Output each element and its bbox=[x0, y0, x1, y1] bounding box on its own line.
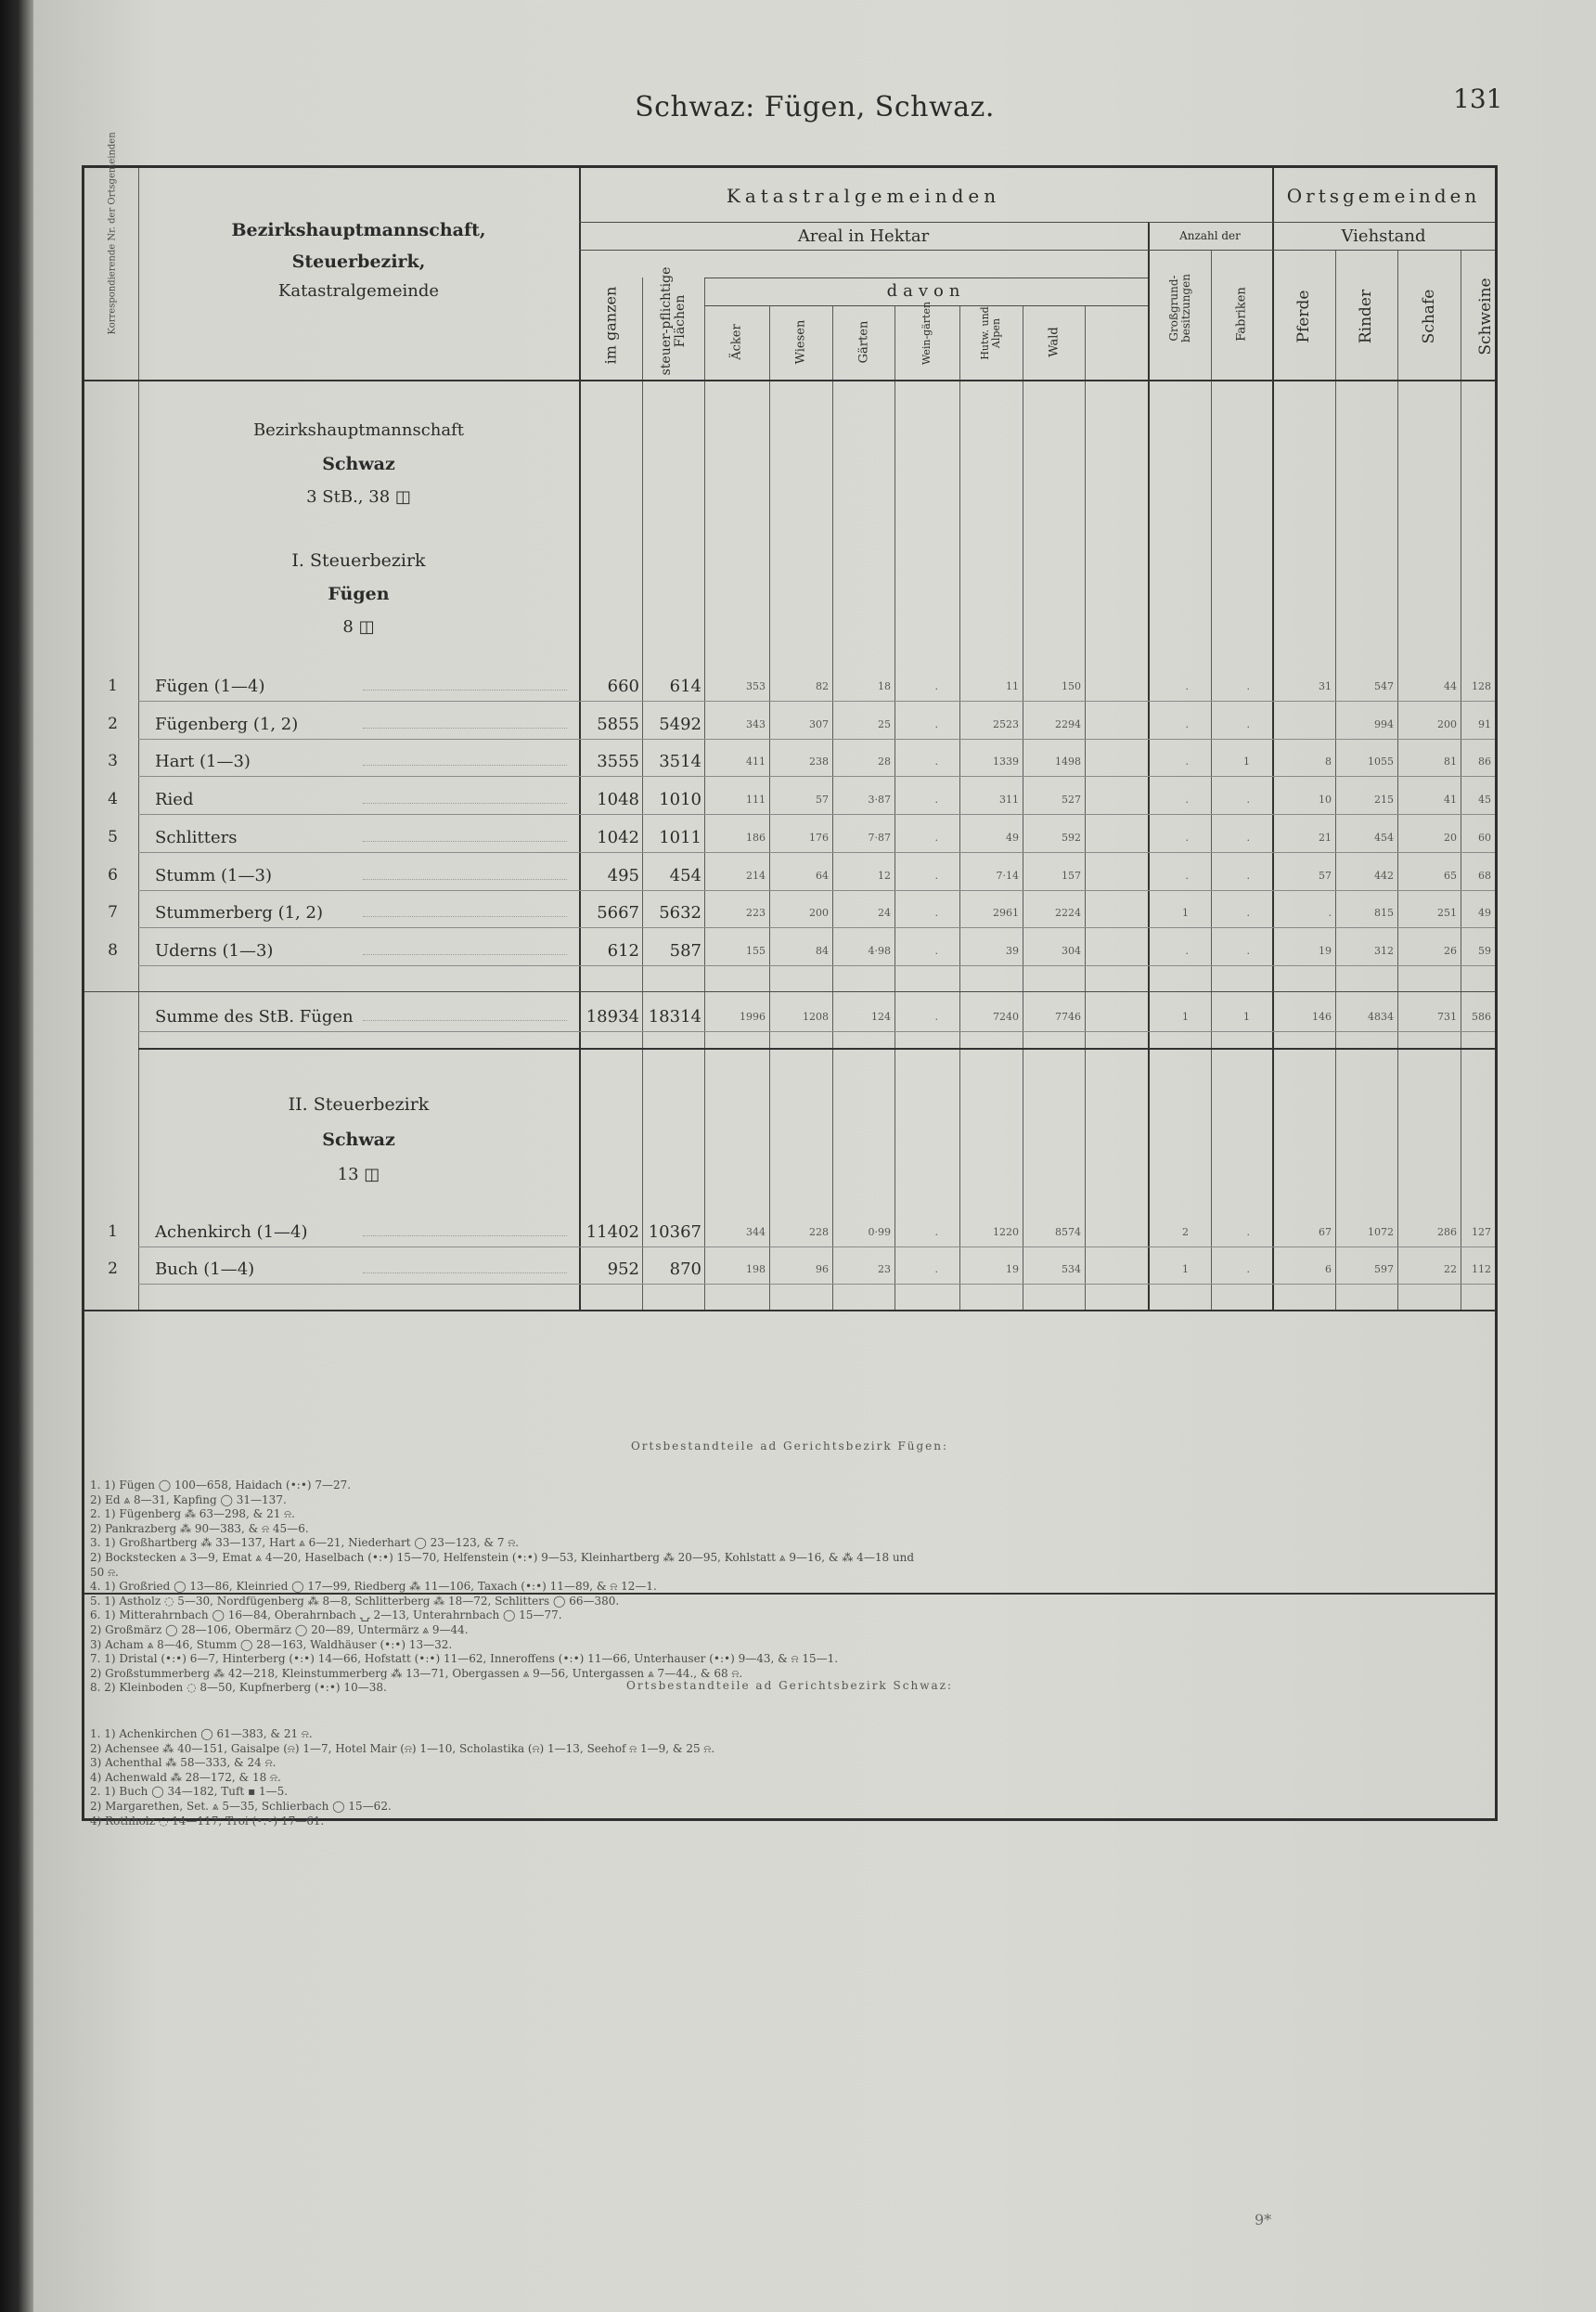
col-sep bbox=[642, 278, 643, 1310]
katastral-name: Achenkirch (1—4) bbox=[155, 1222, 308, 1242]
cell-fabr: . bbox=[1246, 794, 1250, 807]
cell-wein: . bbox=[934, 1011, 938, 1023]
bh-name: Schwaz bbox=[322, 454, 395, 474]
cell-ganzen: 3555 bbox=[597, 752, 639, 772]
cell-hutw: 11 bbox=[1006, 680, 1019, 692]
row-rule bbox=[138, 890, 1495, 891]
ortsbestand-entry: 1. 1) Achenkirchen ◯ 61—383, & 21 ⍾. bbox=[90, 1727, 313, 1740]
cell-rinder: 454 bbox=[1374, 831, 1394, 844]
cell-gross: . bbox=[1185, 869, 1189, 882]
cell-gross: 1 bbox=[1182, 907, 1189, 920]
cell-rinder: 994 bbox=[1374, 717, 1394, 730]
cell-ganzen: 1042 bbox=[597, 827, 639, 847]
dot-leader bbox=[363, 728, 567, 729]
header-wald: Wald bbox=[1047, 327, 1062, 357]
cell-schafe: 41 bbox=[1444, 794, 1457, 807]
cell-ganzen: 495 bbox=[607, 865, 639, 885]
cell-aecker: 223 bbox=[746, 907, 766, 920]
cell-hutw: 7·14 bbox=[996, 869, 1019, 882]
header-rule bbox=[579, 250, 1495, 251]
header-hutw: Hutw. und Alpen bbox=[979, 306, 1002, 360]
cell-hutw: 2523 bbox=[993, 717, 1019, 730]
cell-gaerten: 24 bbox=[878, 907, 891, 920]
cell-schweine: 49 bbox=[1478, 907, 1491, 920]
cell-wald: 8574 bbox=[1055, 1226, 1081, 1238]
cell-aecker: 186 bbox=[746, 831, 766, 844]
header-schafe: Schafe bbox=[1420, 289, 1438, 344]
cell-hutw: 49 bbox=[1006, 831, 1019, 844]
cell-schweine: 127 bbox=[1472, 1226, 1491, 1238]
row-number: 5 bbox=[108, 827, 118, 846]
cell-ganzen: 660 bbox=[607, 677, 639, 696]
stb2-name: Schwaz bbox=[322, 1130, 395, 1150]
ortsbestand-entry: 4) Achenwald ⁂ 28—172, & 18 ⍾. bbox=[90, 1770, 281, 1784]
header-district-2: Steuerbezirk, bbox=[291, 252, 426, 272]
ortsbestand-entry: 4. 1) Großried ◯ 13—86, Kleinried ◯ 17—99, Riedberg ⁂ 11—106, Taxach (•:•) 11—89, & ⍾ 12—1. bbox=[90, 1580, 657, 1594]
ortsbestand1-title: Ortsbestandteile ad Gerichtsbezirk Fügen: bbox=[630, 1440, 949, 1453]
col-sep bbox=[1397, 250, 1398, 1310]
row-rule bbox=[138, 701, 1495, 702]
katastral-name: Hart (1—3) bbox=[155, 752, 251, 772]
cell-gaerten: 4·98 bbox=[868, 944, 891, 957]
cell-rinder: 597 bbox=[1374, 1263, 1394, 1275]
dot-leader bbox=[363, 879, 567, 880]
cell-ganzen: 952 bbox=[607, 1259, 639, 1279]
ortsbestand-entry: 2) Ed ⩓ 8—31, Kapfing ◯ 31—137. bbox=[90, 1492, 287, 1506]
cell-wald: 2294 bbox=[1055, 717, 1081, 730]
cell-schafe: 26 bbox=[1444, 944, 1457, 957]
page-number: 131 bbox=[1453, 84, 1503, 114]
cell-gross: . bbox=[1185, 944, 1189, 957]
cell-pferde: 10 bbox=[1319, 794, 1332, 807]
dot-leader bbox=[363, 841, 567, 842]
cell-pferde: 8 bbox=[1325, 756, 1332, 769]
katastral-name: Schlitters bbox=[155, 827, 238, 847]
cell-gross: . bbox=[1185, 680, 1189, 692]
header-im-ganzen: im ganzen bbox=[601, 286, 620, 365]
cell-wein: . bbox=[934, 944, 938, 957]
row-number: 7 bbox=[108, 903, 118, 923]
row-rule bbox=[138, 965, 1495, 966]
row-number: 1 bbox=[108, 1222, 118, 1241]
row-rule bbox=[138, 776, 1495, 777]
cell-rinder: 442 bbox=[1374, 869, 1394, 882]
cell-schafe: 81 bbox=[1444, 756, 1457, 769]
cell-hutw: 1339 bbox=[993, 756, 1019, 769]
cell-aecker: 343 bbox=[746, 717, 766, 730]
cell-gaerten: 124 bbox=[871, 1011, 891, 1023]
col-sep bbox=[1211, 250, 1212, 1310]
cell-wiesen: 82 bbox=[816, 680, 829, 692]
cell-schafe: 44 bbox=[1444, 680, 1457, 692]
cell-fabr: . bbox=[1246, 907, 1250, 920]
cell-fabr: 1 bbox=[1243, 756, 1250, 769]
dot-leader bbox=[363, 916, 567, 917]
col-sep bbox=[832, 305, 833, 1310]
cell-wald: 7746 bbox=[1055, 1011, 1081, 1023]
cell-wiesen: 1208 bbox=[803, 1011, 829, 1023]
cell-wein: . bbox=[934, 717, 938, 730]
cell-wein: . bbox=[934, 794, 938, 807]
cell-wein: . bbox=[934, 869, 938, 882]
cell-gaerten: 0·99 bbox=[868, 1226, 891, 1238]
cell-steuer: 870 bbox=[669, 1259, 701, 1279]
header-schweine: Schweine bbox=[1476, 278, 1495, 355]
header-steuerpfl: steuer-pflichtige Flächen bbox=[659, 266, 688, 376]
header-gaerten: Gärten bbox=[856, 320, 871, 364]
col-sep bbox=[1148, 222, 1150, 1310]
cell-pferde: 21 bbox=[1319, 831, 1332, 844]
row-number: 6 bbox=[108, 865, 118, 885]
stb1-heading: I. Steuerbezirk bbox=[291, 550, 426, 571]
cell-fabr: . bbox=[1246, 680, 1250, 692]
cell-aecker: 353 bbox=[746, 680, 766, 692]
cell-wiesen: 307 bbox=[809, 717, 829, 730]
row-rule bbox=[138, 814, 1495, 815]
ortsbestand-entry: 2) Bockstecken ⩓ 3—9, Emat ⩓ 4—20, Haselbach (•:•) 15—70, Helfenstein (•:•) 9—53, Kleinhartberg ⁂ 20—95, Kohlstatt ⩓ 9—16, & ⁂ 4—18 und bbox=[90, 1551, 915, 1564]
cell-gross: . bbox=[1185, 831, 1189, 844]
cell-wald: 304 bbox=[1062, 944, 1081, 957]
cell-wein: . bbox=[934, 1226, 938, 1238]
ortsbestand-entry: 2. 1) Buch ◯ 34—182, Tuft ▪ 1—5. bbox=[90, 1785, 289, 1799]
cell-pferde: 19 bbox=[1319, 944, 1332, 957]
signature-mark: 9* bbox=[1255, 2211, 1272, 2228]
dot-leader bbox=[363, 690, 567, 691]
cell-gaerten: 3·87 bbox=[868, 794, 891, 807]
dot-leader bbox=[363, 1020, 567, 1021]
cell-rinder: 4834 bbox=[1368, 1011, 1394, 1023]
cell-wein: . bbox=[934, 756, 938, 769]
katastral-name: Uderns (1—3) bbox=[155, 940, 274, 961]
header-rule bbox=[579, 222, 1495, 223]
cell-wein: . bbox=[934, 1263, 938, 1275]
cell-schweine: 60 bbox=[1478, 831, 1491, 844]
cell-schafe: 200 bbox=[1437, 717, 1457, 730]
cell-wiesen: 200 bbox=[809, 907, 829, 920]
ortsbestand-entry: 1. 1) Fügen ◯ 100—658, Haidach (•:•) 7—27. bbox=[90, 1479, 352, 1492]
ortsbestand-entry: 8. 2) Kleinboden ◌ 8—50, Kupfnerberg (•:•) 10—38. bbox=[90, 1681, 387, 1695]
row-rule bbox=[138, 927, 1495, 928]
header-fabriken: Fabriken bbox=[1234, 287, 1249, 342]
header-davon: davon bbox=[886, 281, 966, 301]
cell-rinder: 312 bbox=[1374, 944, 1394, 957]
header-corr-nr: Korrespondierende Nr. der Ortsgemeinden bbox=[107, 132, 118, 335]
cell-steuer: 587 bbox=[669, 940, 701, 961]
header-pferde: Pferde bbox=[1294, 290, 1313, 343]
row-number: 2 bbox=[108, 714, 118, 733]
cell-schafe: 20 bbox=[1444, 831, 1457, 844]
katastral-name: Fügenberg (1, 2) bbox=[155, 714, 299, 734]
cell-steuer: 5492 bbox=[659, 714, 701, 734]
page-title: Schwaz: Fügen, Schwaz. bbox=[635, 91, 995, 123]
cell-wein: . bbox=[934, 831, 938, 844]
cell-schafe: 65 bbox=[1444, 869, 1457, 882]
cell-fabr: . bbox=[1246, 1263, 1250, 1275]
cell-aecker: 411 bbox=[746, 756, 766, 769]
cell-wald: 592 bbox=[1062, 831, 1081, 844]
header-grossgrund: Großgrund-besitzungen bbox=[1167, 274, 1192, 342]
katastral-name: Stummerberg (1, 2) bbox=[155, 903, 323, 924]
cell-wiesen: 228 bbox=[809, 1226, 829, 1238]
ortsbestand2-title: Ortsbestandteile ad Gerichtsbezirk Schwaz: bbox=[626, 1679, 953, 1692]
cell-pferde: 31 bbox=[1319, 680, 1332, 692]
cell-gaerten: 23 bbox=[878, 1263, 891, 1275]
cell-steuer: 18314 bbox=[648, 1007, 701, 1027]
cell-gross: . bbox=[1185, 794, 1189, 807]
cell-wald: 157 bbox=[1062, 869, 1081, 882]
dot-leader bbox=[363, 1272, 567, 1273]
stb1-name: Fügen bbox=[328, 584, 390, 604]
cell-aecker: 155 bbox=[746, 944, 766, 957]
header-anzahl: Anzahl der bbox=[1179, 229, 1241, 242]
cell-aecker: 198 bbox=[746, 1263, 766, 1275]
cell-gross: . bbox=[1185, 717, 1189, 730]
stb2-count: 13 ◫ bbox=[337, 1165, 380, 1184]
cell-rinder: 815 bbox=[1374, 907, 1394, 920]
row-number: 1 bbox=[108, 677, 118, 695]
cell-fabr: . bbox=[1246, 869, 1250, 882]
cell-wiesen: 57 bbox=[816, 794, 829, 807]
ortsbestand-entry: 7. 1) Dristal (•:•) 6—7, Hinterberg (•:•) 14—66, Hofstatt (•:•) 11—62, Inneroffens (•:•) 11—66, Unterhauser (•:•) 9—43, & ⍾ 15—1. bbox=[90, 1652, 839, 1666]
cell-wiesen: 176 bbox=[809, 831, 829, 844]
header-bottom-rule bbox=[84, 380, 1495, 381]
summary-bottom-rule bbox=[138, 1048, 1495, 1050]
cell-aecker: 1996 bbox=[740, 1011, 766, 1023]
ortsbestand-entry: 2. 1) Fügenberg ⁂ 63—298, & 21 ⍾. bbox=[90, 1507, 295, 1521]
cell-rinder: 1072 bbox=[1368, 1226, 1394, 1238]
cell-schafe: 22 bbox=[1444, 1263, 1457, 1275]
cell-schweine: 45 bbox=[1478, 794, 1491, 807]
cell-steuer: 5632 bbox=[659, 903, 701, 924]
cell-hutw: 7240 bbox=[993, 1011, 1019, 1023]
document-page bbox=[33, 0, 1596, 2312]
cell-wiesen: 84 bbox=[816, 944, 829, 957]
cell-wald: 150 bbox=[1062, 680, 1081, 692]
header-district-3: Katastralgemeinde bbox=[277, 281, 440, 301]
cell-fabr: . bbox=[1246, 717, 1250, 730]
row-number: 8 bbox=[108, 940, 118, 960]
header-aecker: Äcker bbox=[729, 324, 744, 360]
cell-wiesen: 238 bbox=[809, 756, 829, 769]
dot-leader bbox=[363, 803, 567, 804]
statistics-table bbox=[82, 132, 1498, 1828]
row-number: 3 bbox=[108, 752, 118, 771]
ortsbestand-entry: 3) Acham ⩓ 8—46, Stumm ◯ 28—163, Waldhäuser (•:•) 13—32. bbox=[90, 1637, 453, 1651]
katastral-name: Ried bbox=[155, 790, 194, 810]
cell-schweine: 128 bbox=[1472, 680, 1491, 692]
ortsbestand-entry: 2) Großmärz ◯ 28—106, Obermärz ◯ 20—89, Untermärz ⩓ 9—44. bbox=[90, 1623, 469, 1636]
cell-pferde: 57 bbox=[1319, 869, 1332, 882]
row-rule bbox=[138, 1246, 1495, 1247]
cell-hutw: 39 bbox=[1006, 944, 1019, 957]
cell-wald: 534 bbox=[1062, 1263, 1081, 1275]
cell-wein: . bbox=[934, 907, 938, 920]
col-sep bbox=[1335, 250, 1336, 1310]
header-weingaerten: Wein-gärten bbox=[920, 301, 933, 366]
cell-wald: 2224 bbox=[1055, 907, 1081, 920]
dot-leader bbox=[363, 954, 567, 955]
ortsbestand-entry: 3. 1) Großhartberg ⁂ 33—137, Hart ⩓ 6—21, Niederhart ◯ 23—123, & 7 ⍾. bbox=[90, 1536, 520, 1550]
cell-schweine: 586 bbox=[1472, 1011, 1491, 1023]
cell-ganzen: 11402 bbox=[586, 1222, 639, 1242]
col-sep bbox=[1085, 305, 1086, 1310]
cell-wein: . bbox=[934, 680, 938, 692]
cell-schweine: 86 bbox=[1478, 756, 1491, 769]
cell-hutw: 311 bbox=[999, 794, 1019, 807]
header-wiesen: Wiesen bbox=[793, 319, 808, 365]
row-rule bbox=[138, 852, 1495, 853]
cell-steuer: 10367 bbox=[648, 1222, 701, 1242]
cell-rinder: 215 bbox=[1374, 794, 1394, 807]
cell-gaerten: 12 bbox=[878, 869, 891, 882]
row-number: 2 bbox=[108, 1259, 118, 1278]
cell-gaerten: 25 bbox=[878, 717, 891, 730]
cell-aecker: 111 bbox=[746, 794, 766, 807]
cell-wald: 1498 bbox=[1055, 756, 1081, 769]
col-sep bbox=[769, 305, 770, 1310]
katastral-name: Fügen (1—4) bbox=[155, 677, 265, 696]
cell-fabr: 1 bbox=[1243, 1011, 1250, 1023]
ortsbestand-entry: 6. 1) Mitterahrnbach ◯ 16—84, Oberahrnbach ⍽ 2—13, Unterahrnbach ◯ 15—77. bbox=[90, 1608, 562, 1622]
cell-pferde: 146 bbox=[1312, 1011, 1332, 1023]
cell-fabr: . bbox=[1246, 944, 1250, 957]
ortsbestand-entry: 2) Margarethen, Set. ⩓ 5—35, Schlierbach ◯ 15—62. bbox=[90, 1800, 392, 1813]
cell-pferde: . bbox=[1328, 907, 1332, 920]
cell-ganzen: 5855 bbox=[597, 714, 639, 734]
cell-hutw: 19 bbox=[1006, 1263, 1019, 1275]
cell-gaerten: 18 bbox=[878, 680, 891, 692]
cell-rinder: 547 bbox=[1374, 680, 1394, 692]
katastral-name: Buch (1—4) bbox=[155, 1259, 255, 1279]
cell-hutw: 2961 bbox=[993, 907, 1019, 920]
ortsbestand-entry: 5. 1) Astholz ◌ 5—30, Nordfügenberg ⁂ 8—8, Schlitterberg ⁂ 18—72, Schlitters ◯ 66—380. bbox=[90, 1594, 620, 1608]
col-sep bbox=[704, 278, 705, 1310]
cell-rinder: 1055 bbox=[1368, 756, 1394, 769]
summary-top-rule bbox=[84, 991, 1495, 992]
cell-gaerten: 28 bbox=[878, 756, 891, 769]
header-orts: Ortsgemeinden bbox=[1286, 185, 1481, 207]
cell-fabr: . bbox=[1246, 1226, 1250, 1238]
cell-schweine: 91 bbox=[1478, 717, 1491, 730]
row-rule bbox=[138, 1031, 1495, 1032]
cell-aecker: 214 bbox=[746, 869, 766, 882]
katastral-name: Summe des StB. Fügen bbox=[155, 1007, 354, 1027]
cell-pferde: 6 bbox=[1325, 1263, 1332, 1275]
cell-steuer: 1010 bbox=[659, 790, 701, 810]
stb2-heading: II. Steuerbezirk bbox=[288, 1094, 430, 1115]
cell-steuer: 454 bbox=[669, 865, 701, 885]
row-rule bbox=[138, 1284, 1495, 1285]
cell-steuer: 614 bbox=[669, 677, 701, 696]
stb1-count: 8 ◫ bbox=[342, 617, 375, 637]
cell-schafe: 286 bbox=[1437, 1226, 1457, 1238]
cell-schafe: 251 bbox=[1437, 907, 1457, 920]
ortsbestand-entry: 2) Pankrazberg ⁂ 90—383, & ⍾ 45—6. bbox=[90, 1521, 309, 1535]
cell-ganzen: 18934 bbox=[586, 1007, 639, 1027]
cell-wiesen: 96 bbox=[816, 1263, 829, 1275]
cell-steuer: 3514 bbox=[659, 752, 701, 772]
header-viehstand: Viehstand bbox=[1341, 226, 1426, 246]
cell-ganzen: 5667 bbox=[597, 903, 639, 924]
dot-leader bbox=[363, 765, 567, 766]
bh-heading: Bezirkshauptmannschaft bbox=[252, 420, 465, 440]
ortsbestand-entry: 2) Großstummerberg ⁂ 42—218, Kleinstummerberg ⁂ 13—71, Obergassen ⩓ 9—56, Untergassen ⩓ 7—44., & 68 ⍾. bbox=[90, 1666, 743, 1680]
header-rinder: Rinder bbox=[1357, 289, 1375, 344]
header-areal: Areal in Hektar bbox=[797, 226, 930, 246]
ortsbestand-entry: 4) Rothholz ◌ 14—117, Troi (•:•) 17—61. bbox=[90, 1814, 325, 1828]
header-district-1: Bezirkshauptmannschaft, bbox=[231, 220, 486, 240]
cell-wald: 527 bbox=[1062, 794, 1081, 807]
table-bottom-rule bbox=[84, 1310, 1495, 1311]
cell-ganzen: 1048 bbox=[597, 790, 639, 810]
ortsbestand-entry: 3) Achenthal ⁂ 58—333, & 24 ⍾. bbox=[90, 1756, 277, 1770]
cell-gaerten: 7·87 bbox=[868, 831, 891, 844]
header-kataster: Katastralgemeinden bbox=[726, 185, 1001, 207]
row-rule bbox=[138, 739, 1495, 740]
cell-schweine: 59 bbox=[1478, 944, 1491, 957]
cell-gross: 2 bbox=[1182, 1226, 1189, 1238]
cell-hutw: 1220 bbox=[993, 1226, 1019, 1238]
row-number: 4 bbox=[108, 790, 118, 809]
cell-fabr: . bbox=[1246, 831, 1250, 844]
ortsbestand-entry: 2) Achensee ⁂ 40—151, Gaisalpe (⍾) 1—7, Hotel Mair (⍾) 1—10, Scholastika (⍾) 1—13, Seehof ⍾ 1—9, & 25 ⍾. bbox=[90, 1741, 715, 1755]
cell-gross: 1 bbox=[1182, 1263, 1189, 1275]
cell-wiesen: 64 bbox=[816, 869, 829, 882]
col-sep bbox=[959, 305, 960, 1310]
cell-gross: . bbox=[1185, 756, 1189, 769]
cell-schweine: 68 bbox=[1478, 869, 1491, 882]
scan-binding-edge bbox=[0, 0, 33, 2312]
cell-aecker: 344 bbox=[746, 1226, 766, 1238]
cell-ganzen: 612 bbox=[607, 940, 639, 961]
cell-gross: 1 bbox=[1182, 1011, 1189, 1023]
dot-leader bbox=[363, 1235, 567, 1236]
bh-counts: 3 StB., 38 ◫ bbox=[306, 487, 411, 507]
cell-steuer: 1011 bbox=[659, 827, 701, 847]
katastral-name: Stumm (1—3) bbox=[155, 865, 272, 885]
ortsbestand-entry: 50 ⍾. bbox=[90, 1565, 119, 1579]
cell-schafe: 731 bbox=[1437, 1011, 1457, 1023]
cell-pferde: 67 bbox=[1319, 1226, 1332, 1238]
cell-schweine: 112 bbox=[1472, 1263, 1491, 1275]
